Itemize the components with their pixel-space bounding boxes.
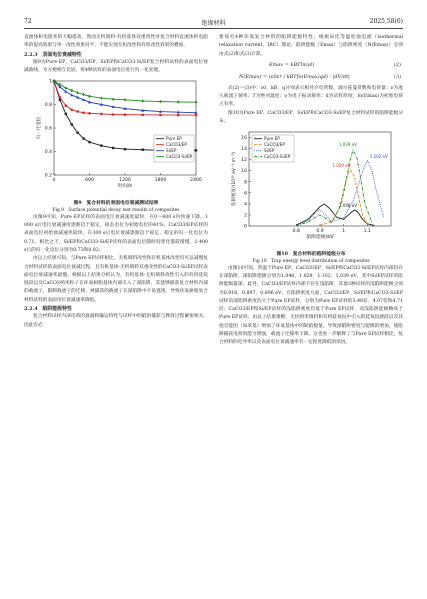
figure-10 — [219, 126, 403, 264]
data-point — [159, 114, 162, 117]
data-point — [112, 98, 115, 101]
fig10-caption-en: Fig.10 Trap energy level distribution of composites — [252, 258, 370, 264]
data-point — [82, 138, 84, 140]
legend-label: Pure EP — [166, 136, 182, 142]
data-point — [195, 101, 198, 104]
data-point — [70, 109, 73, 112]
equation-3-expr: N(Emax) = (ε0εr / kBTfo(Emax)qd) · |dV/dt| — [239, 73, 350, 80]
data-point — [195, 114, 198, 117]
page-header — [24, 16, 403, 29]
series-line — [54, 81, 196, 115]
peak-annotation: 1.048 eV — [339, 203, 357, 209]
peak-annotation: 1.029 eV — [332, 163, 351, 169]
y-tick-label: 2 — [244, 213, 247, 219]
data-point — [76, 92, 79, 95]
legend-label: CaCO3-Si/EP — [264, 154, 291, 160]
data-point — [88, 95, 91, 98]
peak-annotation: 1.039 eV — [338, 142, 357, 148]
legend-label: CaCO3/EP — [166, 142, 187, 148]
series-line — [296, 161, 384, 226]
right-column — [219, 34, 403, 348]
data-point — [124, 114, 127, 117]
y-tick-label: 1 — [49, 79, 52, 85]
y-tick-label: 10 — [241, 169, 247, 175]
paragraph: 直流体积电阻率的大幅提高，然而无机填料-有机基体双重改性对复合材料直流体积电阻率的提高效果与单一改性效果持平，不能实现无机改性和有机改性效果的叠加。 — [24, 35, 208, 49]
data-point — [195, 150, 197, 152]
data-point — [124, 99, 127, 102]
y-axis-label: 陷阱密度/(10²⁰ eV⁻¹·m⁻³) — [232, 152, 237, 207]
y-tick-label: 16 — [241, 136, 247, 142]
x-tick-label: 1.1 — [363, 229, 371, 235]
y-tick-label: 12 — [241, 158, 247, 164]
data-point — [100, 97, 103, 100]
y-tick-label: 0 — [244, 224, 247, 230]
y-tick-label: 4 — [244, 202, 247, 208]
legend-label: Si/EP — [166, 148, 177, 154]
paragraph: 图9为Pure EP、CaCO3/EP、Si/EP和CaCO3-Si/EP复合材料试样的表面电位衰减曲线，为方便相互比较，将4种试样的表面电位进行归一化处理。 — [24, 59, 208, 74]
paragraph: 要探究4种环氧复合材料的陷阱能级特性。根据局化等温松弛电流（isothermal relaxation current，IRC）理论，陷阱能级（Emax）与陷阱密度（N(Emax)）分别由式(2)和式(3)计算。 — [219, 35, 403, 57]
legend-label: Pure EP — [264, 136, 280, 142]
legend-label: CaCO3/EP — [264, 142, 285, 148]
y-tick-label: 6 — [244, 191, 247, 197]
data-point — [64, 87, 67, 90]
fig9-chart — [24, 75, 208, 193]
data-point — [141, 100, 144, 103]
data-point — [141, 114, 144, 117]
paragraph: 由图10可知，常温下Pure EP、CaCO3/EP、Si/EP和CaCO3-Si/EP试样内部均存在深陷阱，深陷阱能级分别为1.048、1.029、1.102、1.039 eV，其中Si/EP试样的陷阱能级最深。此外，CaCO3/EP试样内部不存在浅陷阱，其他3种试样的浅陷阱能级分别为0.918、0.897、0.896 eV。在陷阱密度方面，CaCO3/EP、Si/EP和CaCO3-Si/EP试样的深陷阱密度均大于Pure EP试样，分别为Pure EP试样的3.48倍、4.07倍和4.71倍；CaCO3/EP和Si/EP试样的浅陷阱密度均低于Pure EP试样，而浅陷阱能级略高于Pure EP试样。由以上结果推断，无机纳米填料和有机硅氧烷中引入的硅氧烷链段以及其他官能团（如苯基）增加了环氧基体中的缺陷数量，导致深陷阱密度与能级的增加，使陷阱捕获电荷的能力增强，载流子迁移率下降。这也进一步解释了与Pure EP试样相比，复合材料的电导率以及表面电位衰减速率有一定程度降低的原因。 — [219, 265, 403, 346]
data-point — [112, 114, 115, 117]
data-point — [159, 100, 162, 103]
equation-2-expr: Emax = kBTln(νt) — [269, 61, 315, 68]
equation-2 — [219, 59, 403, 71]
equation-3-number: (3) — [393, 73, 401, 80]
data-point — [88, 141, 90, 143]
section-heading: 2.2.4 陷阱能级特性 — [24, 306, 72, 313]
y-axis-label: 归一化电位 — [37, 117, 42, 140]
paragraph: 式(2)～(3)中：ε0、kB、q分别表示相对介电常数、玻尔兹曼常数和电荷量；ν为逃入载流子频率；T为绝对温度；ν为电子振动频率；d为试样厚度；fo(Emax)为初始电荷占有率。 — [219, 85, 403, 108]
data-point — [82, 93, 85, 96]
x-tick-label: 0.8 — [292, 229, 300, 235]
data-point — [82, 112, 85, 115]
y-tick-label: 0.4 — [44, 150, 52, 156]
y-tick-label: 0.2 — [44, 173, 52, 179]
y-tick-label: 8 — [244, 180, 247, 186]
equation-3 — [219, 71, 403, 85]
paragraph: 由图9可知，Pure EP试样的表面电位衰减速度最快，在0～600 s内快速下降，1 000 s后电位衰减速度逐渐趋于稳定，稳态电位为初始电位的41%。CaCO3/EP试样的表面电位初始衰减速率较快，在300 s后电位衰减逐渐趋于稳定，稳定的归一化电位为0.71。相比之下，Si/EP和CaCO3-Si/EP试样的表面电位随时间变化都较缓慢，2 400 s后的归一化电位分别为0.73和0.82。 — [24, 214, 208, 253]
x-tick-label: 2400 — [190, 178, 202, 184]
data-point — [70, 89, 73, 92]
x-axis-label: 时间/s — [118, 184, 132, 190]
x-tick-label: 600 — [85, 178, 94, 184]
paragraph: 图10为Pure EP、CaCO3/EP、Si/EP和CaCO3-Si/EP复合材料试样的陷阱能级分布。 — [219, 110, 403, 125]
x-tick-label: 0.9 — [316, 229, 324, 235]
data-point — [177, 101, 180, 104]
data-point — [65, 113, 67, 115]
paragraph: 复合材料试样内部电荷的衰减和输运特性与试样中的陷阱捕获与释放过程紧密相关，因此有必 — [24, 314, 208, 328]
x-tick-label: 1 — [342, 229, 346, 235]
x-tick-label: 1800 — [154, 178, 167, 184]
data-point — [124, 148, 126, 150]
journal-name: 绝缘材料 — [201, 20, 226, 27]
x-tick-label: 0 — [52, 178, 56, 184]
data-point — [177, 114, 180, 117]
data-point — [59, 97, 62, 100]
issue-info: 2025,58(6) — [369, 18, 403, 25]
x-tick-label: 1200 — [119, 178, 131, 184]
x-axis-label: 陷阱能级/eV — [306, 235, 334, 241]
page-number: 72 — [24, 18, 32, 25]
equation-2-number: (2) — [393, 61, 401, 68]
peak-annotation: 1.102 eV — [369, 154, 388, 160]
legend-label: CaCO3-Si/EP — [166, 154, 193, 160]
section-heading: 2.2.3 表面电位衰减特性 — [24, 51, 82, 58]
fig10-chart — [219, 126, 403, 244]
figure-9 — [24, 75, 208, 213]
y-tick-label: 0.8 — [44, 103, 52, 109]
fig9-caption-en: Fig.9 Surface potential decay test results of composites — [52, 207, 180, 213]
legend-label: Si/EP — [264, 148, 275, 154]
paragraph: 由以上结果可知，与Pure EP试样相比，无机填料改性和有机基体改性均可以减慢复合材料试样的表面电位衰减过程，且有机基体-无机填料双重改性的CaCO3-Si/EP试样表面电位衰减速率最慢。根据以上结果分析认为，有机基体-无机填料改性引入的有机硅烷链段以及CaCO3纳米粒子在环氧树脂基体内部引入了深陷阱，其能够捕获复合材料内部的载流子，限制载流子的迁移，被捕获的载流子在深陷阱中不易逃逸，导致环氧树脂复合材料试样的表面电位衰减速率降低。 — [24, 256, 208, 303]
y-tick-label: 0.6 — [44, 126, 52, 132]
series-line — [320, 171, 367, 226]
data-point — [100, 145, 102, 147]
data-point — [112, 147, 114, 149]
data-point — [65, 105, 68, 108]
data-point — [71, 124, 73, 126]
fig10-caption-cn: 图10 复合材料的陷阱能级分布 — [276, 250, 346, 257]
y-tick-label: 14 — [241, 147, 247, 153]
data-point — [142, 149, 144, 151]
data-point — [76, 132, 78, 134]
data-point — [88, 112, 91, 115]
fig9-caption-cn: 图9 复合材料的表面电位衰减测试结果 — [73, 199, 159, 206]
data-point — [76, 111, 79, 114]
left-column — [24, 34, 208, 330]
data-point — [100, 113, 103, 116]
